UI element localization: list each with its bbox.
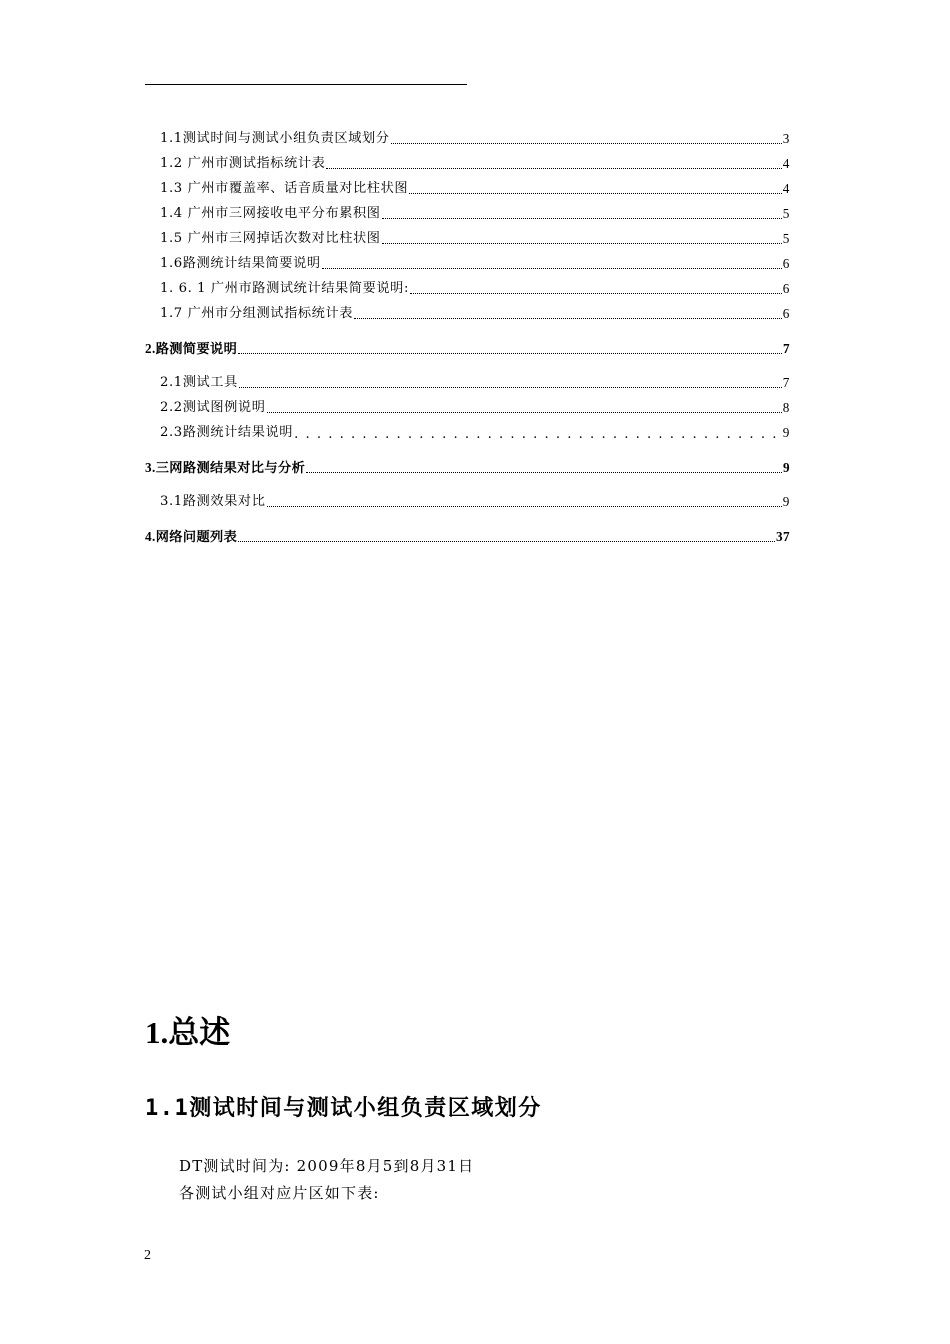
toc-entry[interactable] — [160, 395, 790, 417]
toc-entry-label: 2.路测简要说明 — [145, 341, 238, 356]
toc-entry-page: 4 — [782, 156, 790, 171]
toc-entry-page: 6 — [782, 281, 790, 296]
toc-entry-page: 7 — [783, 341, 790, 356]
toc-entry-level1[interactable] — [145, 336, 790, 358]
toc-entry-page: 5 — [782, 206, 790, 221]
toc-entry-level1[interactable] — [145, 455, 790, 477]
toc-leader-dots — [354, 317, 782, 319]
toc-leader-dots — [294, 426, 782, 440]
toc-leader-dots — [322, 267, 782, 269]
toc-leader-dots — [238, 352, 782, 354]
toc-entry-label: 2.1测试工具 — [160, 375, 238, 390]
toc-entry-page: 9 — [783, 460, 790, 475]
toc-entry[interactable] — [160, 176, 790, 198]
header-rule — [145, 84, 467, 85]
toc-leader-dots — [382, 217, 782, 219]
toc-leader-dots — [267, 411, 782, 413]
toc-entry-page: 9 — [782, 425, 790, 440]
page-number: 2 — [144, 1248, 151, 1263]
toc-entry-page: 3 — [782, 131, 790, 146]
toc-entry-label: 1.7 广州市分组测试指标统计表 — [160, 306, 354, 321]
toc-entry[interactable] — [160, 276, 790, 298]
toc-entry[interactable] — [160, 226, 790, 248]
section-heading-1: 1.总述 — [145, 1015, 231, 1050]
toc-leader-dots — [238, 540, 775, 542]
toc-entry-label: 1.1测试时间与测试小组负责区域划分 — [160, 131, 390, 146]
toc-entry-label: 1.5 广州市三网掉话次数对比柱状图 — [160, 231, 381, 246]
toc-leader-dots — [382, 242, 782, 244]
toc-entry-page: 37 — [776, 529, 790, 544]
section-heading-1-1: 1.1测试时间与测试小组负责区域划分 — [145, 1096, 542, 1121]
toc-leader-dots — [410, 292, 782, 294]
toc-entry[interactable] — [160, 126, 790, 148]
toc-leader-dots — [267, 505, 782, 507]
toc-entry-label: 1.4 广州市三网接收电平分布累积图 — [160, 206, 381, 221]
toc-leader-dots — [239, 386, 782, 388]
toc-entry[interactable] — [160, 489, 790, 511]
toc-entry[interactable] — [160, 201, 790, 223]
toc-entry[interactable] — [160, 151, 790, 173]
toc-entry-label: 1.3 广州市覆盖率、话音质量对比柱状图 — [160, 181, 409, 196]
toc-entry-page: 9 — [782, 494, 790, 509]
body-paragraph-table-intro: 各测试小组对应片区如下表: — [179, 1184, 380, 1202]
toc-entry-level1[interactable] — [145, 524, 790, 546]
toc-entry-label: 2.2测试图例说明 — [160, 400, 266, 415]
toc-entry-label: 3.三网路测结果对比与分析 — [145, 460, 306, 475]
toc-entry-label: 2.3路测统计结果说明 — [160, 425, 294, 440]
toc-entry-label: 1.6路测统计结果简要说明 — [160, 256, 321, 271]
toc-entry-page: 6 — [782, 256, 790, 271]
toc-entry[interactable] — [160, 251, 790, 273]
toc-leader-dots — [326, 167, 781, 169]
toc-entry-page: 6 — [782, 306, 790, 321]
toc-entry[interactable] — [160, 301, 790, 323]
toc-entry[interactable] — [160, 420, 790, 442]
toc-leader-dots — [409, 192, 782, 194]
body-paragraph-test-period: DT测试时间为: 2009年8月5到8月31日 — [179, 1157, 475, 1175]
toc-leader-dots — [306, 471, 782, 473]
toc-entry-page: 7 — [782, 375, 790, 390]
toc-leader-dots — [391, 142, 782, 144]
toc-entry-page: 8 — [782, 400, 790, 415]
toc-entry-label: 3.1路测效果对比 — [160, 494, 266, 509]
toc-entry-page: 5 — [782, 231, 790, 246]
toc-entry-label: 1.2 广州市测试指标统计表 — [160, 156, 326, 171]
toc-entry-page: 4 — [782, 181, 790, 196]
toc-entry-label: 1. 6. 1 广州市路测试统计结果简要说明: — [160, 281, 409, 296]
toc-entry[interactable] — [160, 370, 790, 392]
toc-entry-label: 4.网络问题列表 — [145, 529, 238, 544]
